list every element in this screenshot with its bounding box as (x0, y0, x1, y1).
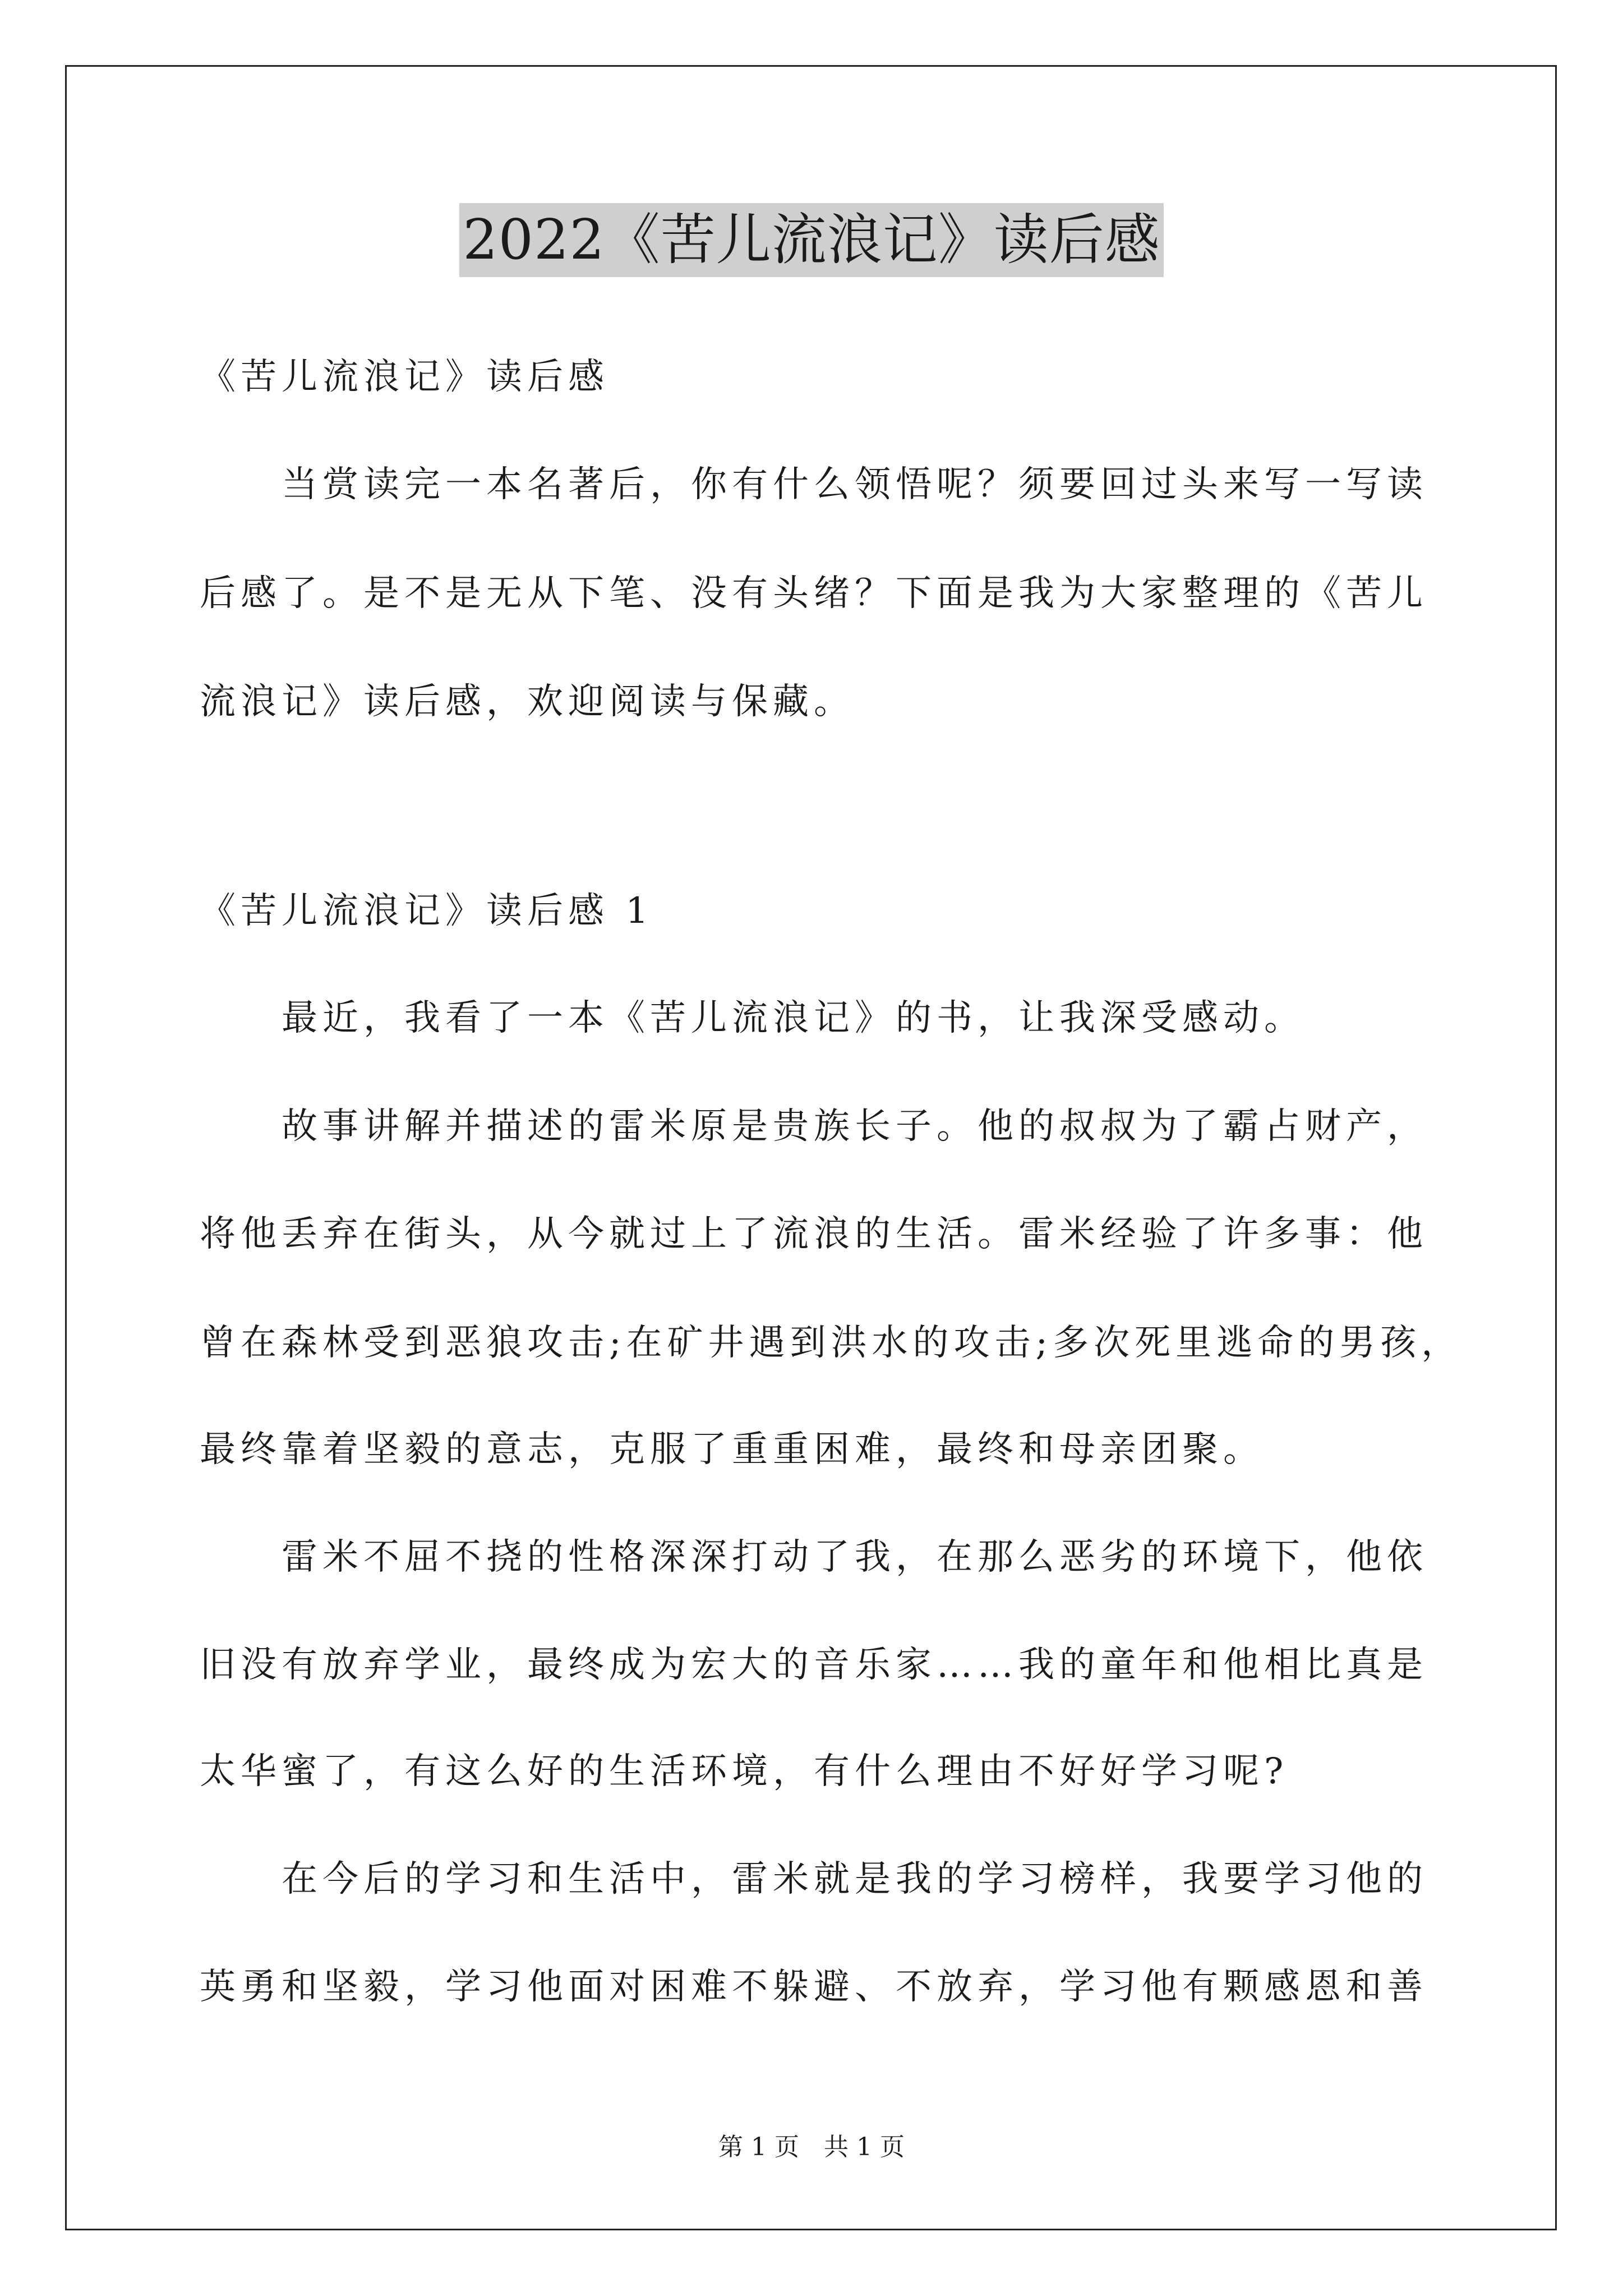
section-heading: 《苦儿流浪记》读后感 1 (200, 890, 654, 932)
paragraph-line: 流浪记》读后感，欢迎阅读与保藏。 (200, 681, 855, 723)
paragraph-line: 最终靠着坚毅的意志，克服了重重困难，最终和母亲团聚。 (200, 1429, 1264, 1470)
document-title: 2022《苦儿流浪记》读后感 (459, 203, 1163, 277)
paragraph-line: 雷米不屈不挠的性格深深打动了我，在那么恶劣的环境下，他依 (282, 1536, 1428, 1578)
paragraph-line: 英勇和坚毅，学习他面对困难不躲避、不放弃，学习他有颗感恩和善 (200, 1966, 1428, 2008)
page-footer: 第 1 页 共 1 页 (718, 2133, 905, 2161)
paragraph-line: 曾在森林受到恶狼攻击;在矿井遇到洪水的攻击;多次死里逃命的男孩， (200, 1322, 1463, 1364)
paragraph-line: 旧没有放弃学业，最终成为宏大的音乐家……我的童年和他相比真是 (200, 1644, 1428, 1686)
title-container (0, 203, 1623, 277)
paragraph-line: 将他丢弃在街头，从今就过上了流浪的生活。雷米经验了许多事：他 (200, 1213, 1428, 1255)
paragraph-line: 在今后的学习和生活中，雷米就是我的学习榜样，我要学习他的 (282, 1858, 1428, 1900)
paragraph-line: 最近，我看了一本《苦儿流浪记》的书，让我深受感动。 (282, 997, 1305, 1039)
paragraph-line: 当赏读完一本名著后，你有什么领悟呢？须要回过头来写一写读 (282, 464, 1428, 505)
paragraph-line: 太华蜜了，有这么好的生活环境，有什么理由不好好学习呢? (200, 1751, 1289, 1792)
subtitle-line: 《苦儿流浪记》读后感 (200, 356, 609, 398)
paragraph-line: 故事讲解并描述的雷米原是贵族长子。他的叔叔为了霸占财产， (282, 1106, 1428, 1147)
paragraph-line: 后感了。是不是无从下笔、没有头绪？下面是我为大家整理的《苦儿 (200, 573, 1428, 614)
